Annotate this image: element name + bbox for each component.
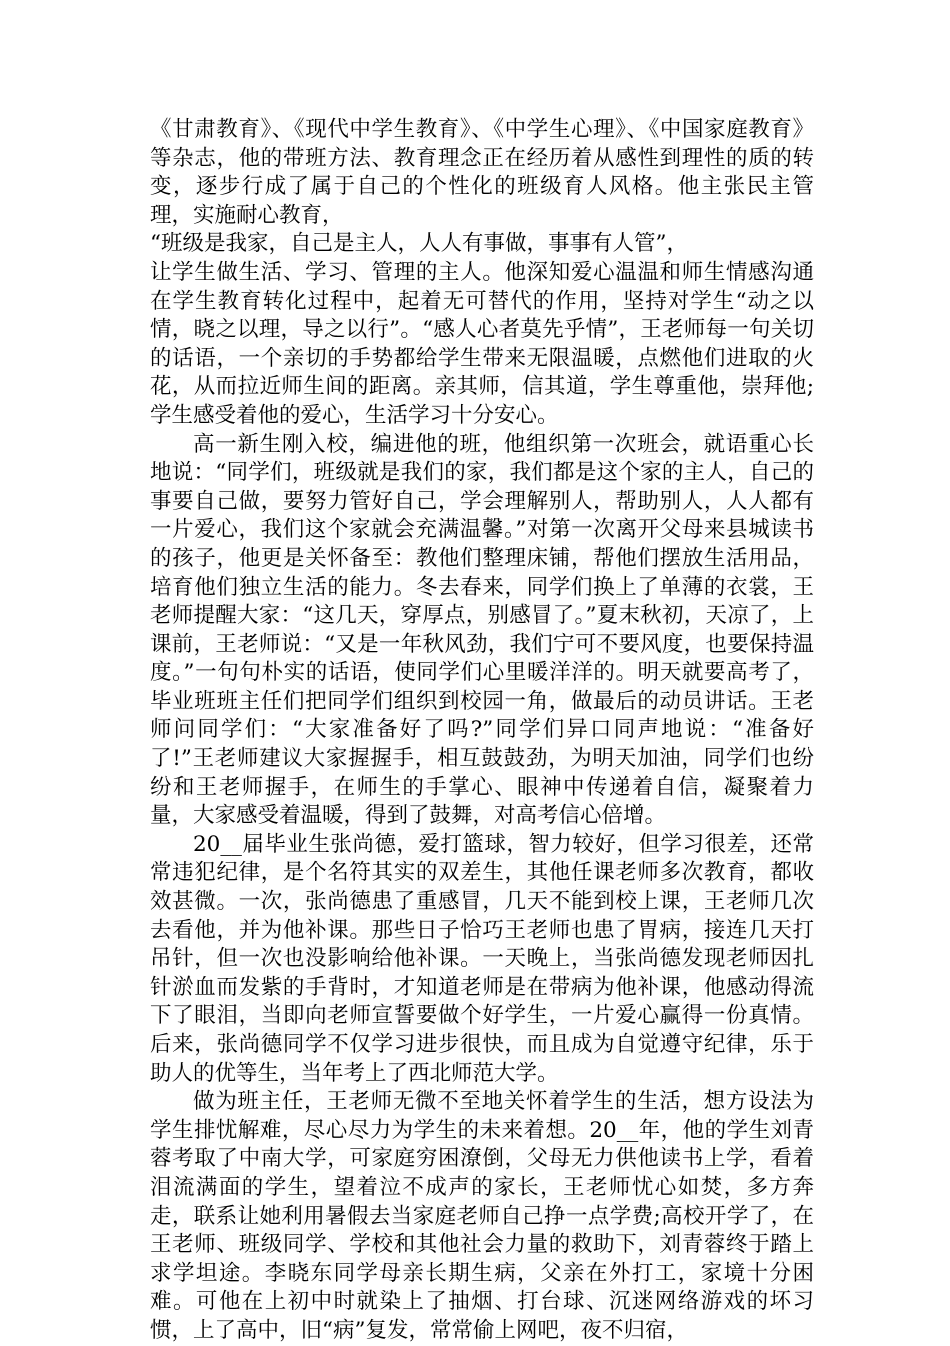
paragraph-class-motto: “班级是我家，自己是主人，人人有事做，事事有人管”， xyxy=(150,231,688,257)
paragraph-student-masters: 让学生做生活、学习、管理的主人。他深知爱心温温和师生情感沟通在学生教育转化过程中，起着无可替代的作用，坚持对学生“动之以情，晓之以理，导之以行”。“感人心者莫先乎情”，王老师每一句关切的话语，一个亲切的手势都给学生带来无限温暖，点燃他们进取的火花，从而拉近师生间的距离。亲其师，信其道，学生尊重他，崇拜他;学生感受着他的爱心，生活学习十分安心。 xyxy=(150,259,814,428)
paragraph-head-teacher-care: 做为班主任，王老师无微不至地关怀着学生的生活，想方设法为学生排忧解难，尽心尽力为学生的未来着想。20__年，他的学生刘青蓉考取了中南大学，可家庭穷困潦倒，父母无力供他读书上学，看着泪流满面的学生，望着泣不成声的家长，王老师忧心如焚，多方奔走，联系让她利用暑假去当家庭老师自己挣一点学费;高校开学了，在王老师、班级同学、学校和其他社会力量的救助下，刘青蓉终于踏上求学坦途。李晓东同学母亲长期生病，父亲在外打工，家境十分困难。可他在上初中时就染上了抽烟、打台球、沉迷网络游戏的坏习惯，上了高中，旧“病”复发，常常偷上网吧，夜不归宿， xyxy=(150,1089,814,1343)
paragraph-zhang-shangde: 20__届毕业生张尚德，爱打篮球，智力较好，但学习很差，还常常违犯纪律，是个名符其实的双差生，其他任课老师多次教育，都收效甚微。一次，张尚德患了重感冒，几天不能到校上课，王老师几次去看他，并为他补课。那些日子恰巧王老师也患了胃病，接连几天打吊针，但一次也没影响给他补课。一天晚上，当张尚德发现老师因扎针淤血而发紫的手背时，才知道老师是在带病为他补课，他感动得流下了眼泪，当即向老师宣誓要做个好学生，一片爱心赢得一份真情。后来，张尚德同学不仅学习进步很快，而且成为自觉遵守纪律，乐于助人的优等生，当年考上了西北师范大学。 xyxy=(150,831,814,1086)
paragraph-magazines: 《甘肃教育》、《现代中学生教育》、《中学生心理》、《中国家庭教育》等杂志，他的带班方法、教育理念正在经历着从感性到理性的质的转变，逐步行成了属于自己的个性化的班级育人风格。他主张民主管理，实施耐心教育， xyxy=(150,117,814,228)
paragraph-freshman-meeting: 高一新生刚入校，编进他的班，他组织第一次班会，就语重心长地说：“同学们，班级就是我们的家，我们都是这个家的主人，自己的事要自己做，要努力管好自己，学会理解别人，帮助别人，人人都有一片爱心，我们这个家就会充满温馨。”对第一次离开父母来县城读书的孩子，他更是关怀备至：教他们整理床铺，帮他们摆放生活用品，培育他们独立生活的能力。冬去春来，同学们换上了单薄的衣裳，王老师提醒大家：“这几天，穿厚点，别感冒了。”夏末秋初，天凉了，上课前，王老师说：“又是一年秋风劲，我们宁可不要风度，也要保持温度。”一句句朴实的话语，使同学们心里暖洋洋的。明天就要高考了，毕业班班主任们把同学们组织到校园一角，做最后的动员讲话。王老师问同学们：“大家准备好了吗?”同学们异口同声地说：“准备好了!”王老师建议大家握握手，相互鼓鼓劲，为明天加油，同学们也纷纷和王老师握手，在师生的手掌心、眼神中传递着自信，凝聚着力量，大家感受着温暖，得到了鼓舞，对高考信心倍增。 xyxy=(150,431,814,829)
document-body xyxy=(150,116,814,1346)
